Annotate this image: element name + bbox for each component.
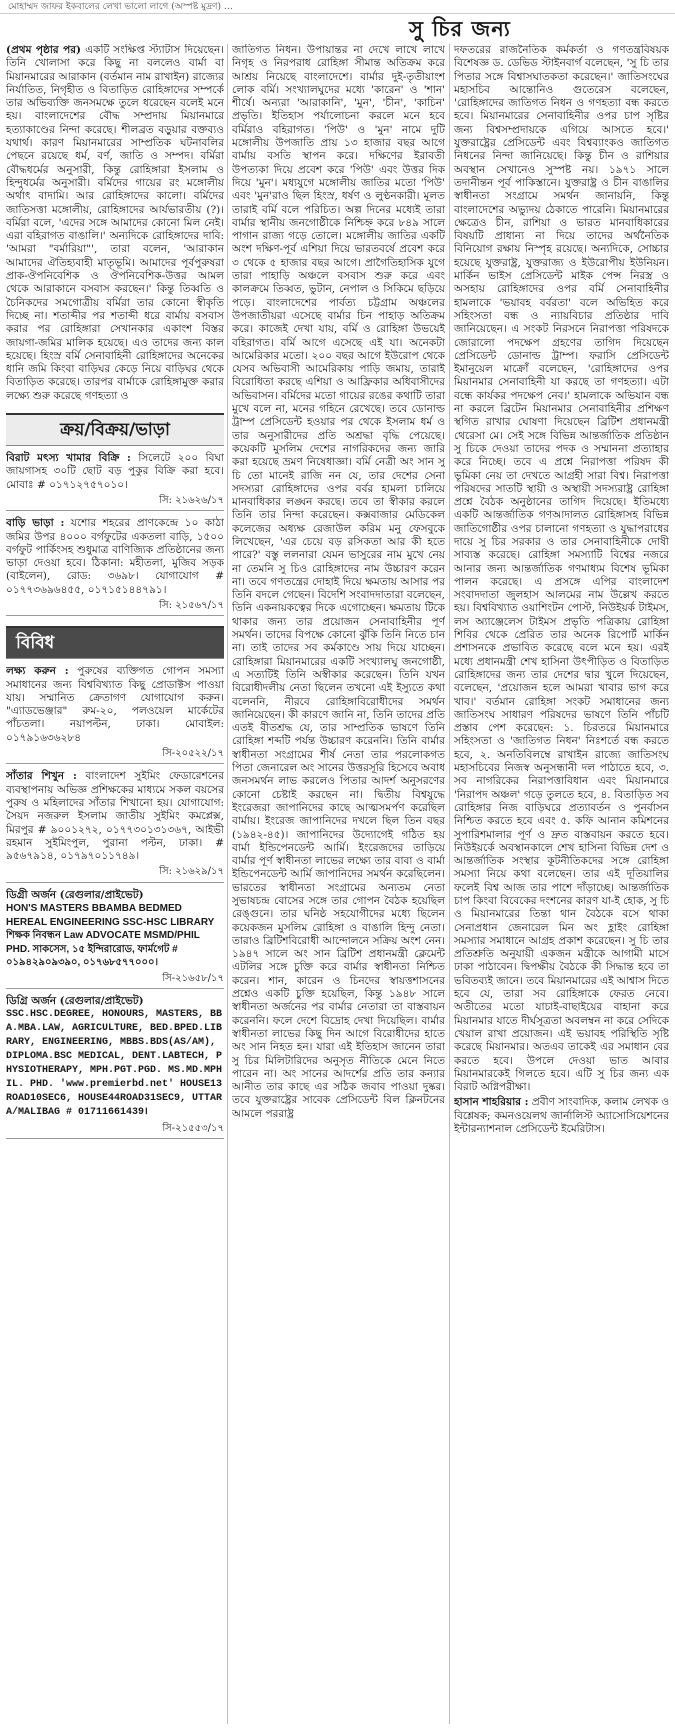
misc-section-header: বিবিধ bbox=[6, 626, 224, 659]
ad-code: সি: ২১৬২৯/১৭ bbox=[159, 866, 224, 878]
continuation-label: (প্রথম পৃষ্ঠার পর) bbox=[6, 44, 81, 56]
column-divider bbox=[227, 44, 228, 1724]
ad-title: লক্ষ্য করুন : bbox=[6, 665, 69, 678]
ad-title: বিরাট মৎস্য খামার বিক্রি : bbox=[6, 452, 131, 465]
ad-body: পুরুষের ব্যক্তিগত গোপন সমস্যা সমাধানের জন্য বিশ্ববিখ্যাত কিছু প্রোডাক্টস পাওয়া যায়। সম্মানিত ক্রেতাগণ যোগাযোগ করুন। "এ্যাডভেঞ্জার" রুম-২০, পলওয়েল মার্কেটের পাঁচতলা। নয়াপল্টন, ঢাকা। মোবাইল: ০১৭৯১৬৩৬২৮৪ bbox=[6, 665, 224, 744]
ad-title: সাঁতার শিখুন : bbox=[6, 770, 77, 783]
ad-body: HON'S MASTERS BBAMBA BEDMED HEREAL ENGINEERING SSC-HSC LIBRARY শিক্ষক নিবন্ধন Law ADVOCATE MSMD/PHIL PHD. সাকসেস, ১৫ ইন্দিরারোড, ফার্মগেট # ০১৯৪২৯০৯৩৯০, ০১৭৬৮৫৭৭০০০। bbox=[6, 903, 215, 969]
ad-code: সি-২১৬৫৮/১৭ bbox=[162, 972, 224, 984]
classified-ad bbox=[6, 517, 224, 616]
article-text: একটি সংক্ষিপ্ত স্ট্যাটাস দিয়েছেন। তিনি খোলাসা করে কিছু না বললেও বার্মা বা মিয়ানমারের আরাকান (বর্তমান নাম রাখাইন) রাজ্যের নির্যাতিত, নিগৃহীত ও বিতাড়িত রোহিঙ্গাদের সম্পর্কে তার অভিব্যক্তি জনসমক্ষে তুলে ধরেছেন বলেই মনে হয়। বাংলাদেশের বৌদ্ধ সম্প্রদায় মিয়ানমারে হত্যাকাণ্ডের নিন্দা করেছে। শীলব্রত বড়ুয়ার বক্তব্যও যথার্থ। কারণ মিয়ানমারের সাম্প্রতিক ঘটনাবলির পেছনে রয়েছে ধর্ম, বর্ণ, জাতি ও সম্পদ। বর্মিরা বৌদ্ধধর্মের অনুসারী, কিন্তু রোহিঙ্গারা ইসলাম ও হিন্দুধর্মের অনুসারী। বর্মিদের গায়ের রং মঙ্গোলীয় অর্থাৎ বাদামি। আর রোহিঙ্গাদের কালো। বর্মিদের জাতিসত্তা মঙ্গোলীয়, রোহিঙ্গাদের আর্যভারতীয় (?)। বর্মিরা বলে, 'এদের সঙ্গে আমাদের কোনো মিল নেই। এরা বহিরাগত বাঙালি।' অন্যদিকে রোহিঙ্গাদের দাবি: 'আমরা "বর্মারিয়া"', তারা বলেন, 'আরাকান আমাদের ঐতিহ্যবাহী মাতৃভূমি। আমাদের পূর্বপুরুষরা প্রাক-ঔপনিবেশিক ও ঔপনিবেশিক-উত্তর আমল থেকে আরাকানে বসবাস করছেন।' কিন্তু তিব্বতি ও চৈনিকদের সমগোত্রীয় বর্মিরা তার কোনো স্বীকৃতি দিচ্ছে না। শতাব্দীর পর শতাব্দী ধরে বার্মায় বসবাস করার পর রোহিঙ্গারা সেখানকার একাংশ বিস্তর জায়গা-জমির মালিক হয়েছে। এও তাদের জন্য কাল হয়েছে। হিংস্র বর্মি সেনাবাহিনী রোহিঙ্গাদের অনেকের ধানি জমি কিংবা বাড়িঘর কেড়ে নিয়ে বাড়িঘর থেকে বিতাড়িত করেছে। তারপর বার্মাকে রোহিঙ্গামুক্ত করার লক্ষ্যে শুরু করেছে গণহত্যা ও bbox=[6, 44, 224, 402]
ad-body: সিলেটে ২০০ বিঘা জায়গাসহ ৩০টি ছোট বড় পুকুর বিক্রি করা হবে। মোবাঃ # ০১৭১২৭৫৭০১০। bbox=[6, 452, 224, 491]
article-text: জাতিগত নিধন। উপায়ান্তর না দেখে লাখে লাখে নিগৃহ ও নিরপরাধ রোহিঙ্গা সীমান্ত অতিক্রম করে আশ্রয় নিয়েছে বাংলাদেশে। বার্মার দুই-তৃতীয়াংশ লোক বর্মি। সংখ্যালঘুদের মধ্যে 'কারেন' ও 'শান' শীর্ষে। অন্যরা 'আরাকানি', 'মুন', 'চীন', 'কাচিন' প্রভৃতি। ইতিহাস পর্যালোচনা করলে মনে হবে বর্মিরাও বহিরাগত। 'পিউ' ও 'মুন' নামে দুটি মঙ্গোলীয় উপজাতি প্রায় ১৩ হাজার বছর আগে বার্মায় বসতি স্থাপন করে। দক্ষিণের ইরাবতী উপত্যকা দিয়ে প্রবেশ করে 'পিউ' এবং উত্তর দিক দিয়ে 'মুন'। মধ্যযুগে মঙ্গোলীয় জাতির মতো 'পিউ' এবং 'মুন'রাও ছিল হিংস্র, ধর্ষণ ও লুণ্ঠনকারী। মূলত তারাই বর্মি বলে পরিচিত। অল্প দিনের মধ্যেই তারা বার্মার স্থানীয় জনগোষ্ঠীকে নিশ্চিহ্ন করে ৮৪৯ সালে পাগান রাজ্য গড়ে তোলে। মঙ্গোলীয় জাতির একটি অংশ দক্ষিণ-পূর্ব এশিয়া দিয়ে ভারতবর্ষে প্রবেশ করে ৩ থেকে ৫ হাজার বছর আগে। প্রাগৈতিহাসিক যুগে তারা পাহাড়ি অঞ্চলে বসবাস শুরু করে এবং কালক্রমে তিব্বত, ভুটান, নেপাল ও সিকিমে ছড়িয়ে পড়ে। বাংলাদেশের পার্বত্য চট্টগ্রাম অঞ্চলের উপজাতীয়রা এসেছে বার্মার চিন পাহাড় অতিক্রম করে। কাজেই দেখা যায়, বর্মি ও রোহিঙ্গা উভয়েই বহিরাগত। বর্মি আগে এসেছে এই যা। অনেকটা আমেরিকার মতো। ২০০ বছর আগে ইউরোপ থেকে যেসব অভিবাসী আমেরিকায় পাড়ি জমায়, তারাই বিরোধিতা করছে এশিয়া ও আফ্রিকার অধিবাসীদের অভিবাসন। বর্মিদের মতো গায়ের রঙের কথাটি তারা মুখে বলে না, মনের গহিনে রেখেছে। তবে ডোনাল্ড ট্রাম্প প্রেসিডেন্ট হওয়ার পর থেকে ইসলাম ধর্ম ও তার অনুসারীদের প্রতি অশ্রদ্ধা বৃদ্ধি পেয়েছে। কয়েকটি মুসলিম দেশের নাগরিকদের জন্য জারি করা হয়েছে ভ্রমণ নিষেধাজ্ঞা। বর্মি নেত্রী অং সান সু চি তো মানেই রাজি নন যে, তার দেশের সেনা সদস্যরা রোহিঙ্গাদের ওপর বর্বর হামলা চালিয়ে মানবাধিকার লঙ্ঘন করছে। তবে তা স্বীকার করলে তিনি তার নিন্দা করেছেন। কক্সবাজার মেডিকেল কলেজের অধ্যক্ষ রেজাউল করিম মনু ফেসবুকে লিখেছেন, 'এর চেয়ে বড় রসিকতা আর কী হতে পারে?' বস্তু ললনারা যেমন ভাসুরের নাম মুখে নেয় না তেমনি সু চিও রোহিঙ্গাদের নাম উচ্চারণ করেন না। তবে গণতন্ত্রের দোহাই দিয়ে ক্ষমতায় আসার পর তিনি বদলে গেছেন। বিদেশি সংবাদদাতারা বলেছেন, তিনি একনায়কত্বের দিকে এগোচ্ছেন। ক্ষমতায় টিকে থাকার জন্য তার প্রয়োজন সেনাবাহিনীর পূর্ণ সমর্থন। তাদের বিপক্ষে কোনো ঝুঁকি তিনি নিতে চান না। তাই তাদের সব কর্মকাণ্ডে সায় দিয়ে যাচ্ছেন। রোহিঙ্গারা মিয়ানমারের একটি সংখ্যালঘু জনগোষ্ঠী, এ সত্যটিই তিনি অস্বীকার করেছেন। তিনি যখন বিরোধীদলীয় নেতা ছিলেন তখনো এই ইস্যুতে কথা বলেননি, নীরবে রোহিঙ্গাবিরোধীদের সমর্থন জানিয়েছেন। কী কারণে জানি না, তিনি তাদের প্রতি এতই বীতশ্রদ্ধ যে, তার সাম্প্রতিক ভাষণে তিনি রোহিঙ্গা শব্দটি পর্যন্ত উচ্চারণ করেননি। তিনি বার্মার স্বাধীনতা সংগ্রামের শীর্ষ নেতা তার পরলোকগত পিতা জেনারেল অং সানের উত্তরসূরি হিসেবে অবাধ জনসমর্থন লাভ করলেও পিতার আদর্শ অনুসরণের কোনো চেষ্টাই করছেন না। দ্বিতীয় বিশ্বযুদ্ধে ইংরেজরা জাপানিদের কাছে আত্মসমর্পণ করেছিল বার্মায়। ইংরেজ জাপানিদের দখলে ছিল তিন বছর (১৯৪২-৪৫)। জাপানিদের উদ্যোগেই গঠিত হয় বার্মা ইন্ডিপেনডেন্ট আর্মি। ইংরেজদের তাড়িয়ে বার্মার পূর্ণ স্বাধীনতা লাভের লক্ষ্যে তার বাবা ও বার্মা ইন্ডিপেনডেন্ট আর্মি জাপানিদের সমর্থন করেছিলেন। ভারতের স্বাধীনতা সংগ্রামের অন্যতম নেতা সুভাষচন্দ্র বোসের সঙ্গে তার গোপন বৈঠক হয়েছিল রেঙ্গুনে। তার ঘনিষ্ঠ সহযোগীদের মধ্যে ছিলেন কয়েকজন মুসলিম রোহিঙ্গা ও বাঙালি হিন্দু নেতা। তারাও ব্রিটিশবিরোধী আন্দোলনে সক্রিয় অংশ নেন। ১৯৪৭ সালে অং সান ব্রিটিশ প্রধানমন্ত্রী ক্লেমেন্ট এটলির সঙ্গে চুক্তি করে বার্মার স্বাধীনতা নিশ্চিত করেন। শান, কারেন ও চিনদের স্বায়ত্তশাসনের প্রশ্নেও একটি চুক্তি হয়েছিল, কিন্তু ১৯৪৮ সালে স্বাধীনতা অর্জনের পর বার্মার নেতারা তা বাস্তবায়ন করেননি। ফলে দেশে বিদ্রোহ দেখা দিয়েছিল। বার্মার স্বাধীনতা লাভের কিছু দিন আগে বিরোধীদের হাতে অং সান নিহত হন। যারা এই ইতিহাস জানেন তারা সু চির মিলিটারিদের অনুসৃত নীতিকে মেনে নিতে পারেন না। অং সানের আদর্শের প্রতি তার কন্যার আনীত তার কাছে এর সঠিক জবাব পাওয়া দুষ্কর। তবে যুক্তরাষ্ট্রের সাবেক প্রেসিডেন্ট বিল ক্লিনটনের আমলে পররাষ্ট্র bbox=[232, 44, 445, 1120]
article-text: দফতরের রাজনৈতিক কর্মকর্তা ও গণতন্ত্রবিষয়ক বিশেষজ্ঞ ড. ডেভিড স্টাইনবার্গ বলেছেন, 'সু চি তার পিতার সঙ্গে বিশ্বাসঘাতকতা করেছেন।' জাতিসংঘের মহাসচিব আন্তোনিও গুতেরেস বলেছেন, 'রোহিঙ্গাদের জাতিগত নিধন ও গণহত্যা বন্ধ করতে হবে। মিয়ানমারের সেনাবাহিনীর ওপর চাপ সৃষ্টির জন্য বিশ্বসম্প্রদায়কে এগিয়ে আসতে হবে।' যুক্তরাষ্ট্রের প্রেসিডেন্ট এবং বিশ্বব্যাংকও জাতিগত নিধনের নিন্দা জানিয়েছে। কিন্তু চীন ও রাশিয়ার অবস্থান সেখানেও সুস্পষ্ট নয়। ১৯৭১ সালে তদানীন্তন পূর্ব পাকিস্তানে। যুক্তরাষ্ট্র ও চীন বাঙালির স্বাধীনতা সংগ্রামে সমর্থন জানায়নি, কিন্তু বাংলাদেশের অভ্যুদয় ঠেকাতে পারেনি। মিয়ানমারের ক্ষেত্রেও চীন, রাশিয়া ও ভারত মানবাধিকারের বিষয়টি প্রাধান্য না দিয়ে তাদের অর্থনৈতিক বিনিয়োগ রক্ষায় নিস্পৃহ রয়েছে। অন্যদিকে, সোচ্চার হয়েছে যুক্তরাষ্ট্র, যুক্তরাজ্য ও ইউরোপীয় ইউনিয়ন। মার্কিন ভাইস প্রেসিডেন্ট মাইক পেন্স নিরস্ত্র ও অসহায় রোহিঙ্গাদের ওপর বর্মি সেনাবাহিনীর হামলাকে 'ভয়াবহ বর্বরতা' বলে অভিহিত করে সহিংসতা বন্ধ ও ন্যায়বিচার প্রতিষ্ঠার দাবি জানিয়েছেন। এ সংকট নিরসনে নিরাপত্তা পরিষদকে জোরালো পদক্ষেপ গ্রহণের তাগিদ দিয়েছেন প্রেসিডেন্ট ডোনাল্ড ট্রাম্প। ফরাসি প্রেসিডেন্ট ইমানুয়েল মাক্রোঁ বলেছেন, 'রোহিঙ্গাদের ওপর মিয়ানমার সেনাবাহিনী যা করছে তা গণহত্যা। এটা বন্ধে কার্যকর পদক্ষেপ নেব।' হামলাকে অভিযান বন্ধ না করলে ব্রিটেন মিয়ানমার সেনাবাহিনীর প্রশিক্ষণ স্থগিত রাখার ঘোষণা দিয়েছেন ব্রিটিশ প্রধানমন্ত্রী থেরেসা মে। সেই সঙ্গে বিভিন্ন আন্তর্জাতিক প্রতিষ্ঠান সু চিকে দেওয়া তাদের পদক ও সম্মাননা প্রত্যাহার করে নিচ্ছে। তবে এ প্রশ্নে নিরাপত্তা পরিষদ কী ভূমিকা নেয় তা দেখতে আগ্রহী সারা বিশ্ব। নিরাপত্তা পরিষদের সাতটি স্থায়ী ও অস্থায়ী সদস্যরাষ্ট্র রোহিঙ্গা প্রশ্নে বৈঠক অনুষ্ঠানের তাগিদ দিয়েছে। ইতিমধ্যে একটি আন্তর্জাতিক গণআদালত রোহিঙ্গাসহ বিভিন্ন জাতিগোষ্ঠীর ওপর চালানো গণহত্যা ও যুদ্ধাপরাধের দায়ে সু চির সরকার ও তার সেনাবাহিনীকে দোষী সাব্যস্ত করেছে। রোহিঙ্গা সমস্যাটি বিশ্বের নজরে আনার জন্য আন্তর্জাতিক গণমাধ্যম বিশেষ ভূমিকা পালন করেছে। এ প্রসঙ্গে এপির বাংলাদেশ সংবাদদাতা জুলহাস আলমের নাম উল্লেখ করতে হয়। বিশ্ববিখ্যাত ওয়াশিংটন পোস্ট, নিউইয়র্ক টাইমস, লস অ্যাঞ্জেলেস টাইমস প্রভৃতি পত্রিকায় রোহিঙ্গা শিবির থেকে প্রেরিত তার অনেক রিপোর্ট মার্কিন প্রশাসনকে প্রভাবিত করেছে বলে মনে হয়। এরই মধ্যে প্রধানমন্ত্রী শেখ হাসিনা উৎপীড়িত ও বিতাড়িত রোহিঙ্গাদের জন্য তার দেশের দ্বার খুলে দিয়েছেন, বলেছেন, 'প্রয়োজন হলে আমরা খাবার ভাগ করে খাব।' বর্তমান রোহিঙ্গা সংকট সমাধানের জন্য জাতিসংঘ সাধারণ পরিষদের ভাষণে তিনি পাঁচটি প্রস্তাব পেশ করেছেন: ১. চিরতরে মিয়ানমারে সহিংসতা ও 'জাতিগত নিধন' নিঃশর্তে বন্ধ করতে হবে, ২. অনতিবিলম্বে রাখাইন রাজ্যে জাতিসংঘ মহাসচিবের নিজস্ব অনুসন্ধানী দল পাঠাতে হবে, ৩. সব নাগরিকের নিরাপত্তাবিধান এবং মিয়ানমারে 'নিরাপদ অঞ্চল' গড়ে তুলতে হবে, ৪. বিতাড়িত সব রোহিঙ্গার নিজ বাড়িঘরে প্রত্যাবর্তন ও পুনর্বাসন নিশ্চিত করতে হবে এবং ৫. কফি আনান কমিশনের সুপারিশমালার পূর্ণ ও দ্রুত বাস্তবায়ন করতে হবে। নিউইয়র্কে অবস্থানকালে শেখ হাসিনা বিভিন্ন দেশ ও আন্তর্জাতিক সংস্থার কূটনীতিকদের সঙ্গে রোহিঙ্গা সমস্যা নিয়ে কথা বলেছেন। তার এই দূতিয়ালির ফলেই বিশ্ব আজ তার পাশে দাঁড়াচ্ছে। আন্তর্জাতিক চাপ কিংবা বিবেকের দংশনের কারণ যা-ই হোক, সু চি ও মিয়ানমারের তিন্তা থান বৈঠকে বসে থাকা সেনাপ্রধান জেনারেল মিন অং হ্লাইং রোহিঙ্গা সমস্যার সমাধানে আগ্রহ প্রকাশ করেছেন। সু চি তার প্রতিশ্রুতি অনুযায়ী একজন মন্ত্রীকে আগামী মাসে ঢাকা পাঠাবেন। দ্বিপক্ষীয় বৈঠকে কী সিদ্ধান্ত হবে তা ভবিতব্যই জানে। তবে মিয়ানমারের এই আশ্বাস দিতে হবে যে, তারা সব রোহিঙ্গাকে ফেরত নেবে। অতীতের মতো যাচাই-বাছাইয়ের বাহানা করে মিয়ানমার যাতে দীর্ঘসূত্রতা অবলম্বন না করে সেদিকে খেয়াল রাখা প্রয়োজন। এই ভয়াবহ পরিস্থিতি সৃষ্টি করেছে মিয়ানমার। অতএব তাকেই এর সমাধান বের করতে হবে। উপলে দেওয়া ভাত আবার মিয়ানমারকেই গিলতে হবে। এটি সু চির জন্য এক বিরাট অগ্নিপরীক্ষা। bbox=[454, 44, 669, 1094]
top-strip-text: মোহাম্মদ জাফর ইকবালের লেখা ভালো লাগে (অস্পষ্ট মুদ্রণ) … bbox=[0, 0, 675, 14]
column-1 bbox=[6, 44, 224, 1724]
classified-section-header: ক্রয়/বিক্রয়/ভাড়া bbox=[6, 413, 224, 446]
author-credit bbox=[454, 1096, 669, 1136]
ad-body: বাংলাদেশ সুইমিং ফেডারেশনের ব্যবস্থাপনায় অভিজ্ঞ প্রশিক্ষকের মাধ্যমে সকল বয়সের পুরুষ ও মহিলাদের সাঁতার শিখানো হয়। যোগাযোগ: সৈয়দ নজরুল ইসলাম জাতীয় সুইমিং কমপ্লেক্স, মিরপুর # ৯০০১২৭২, ০১৭৭৩০১৩১৩৬৭, আইভী রহমান সুইমিংপুল, পুরানা পল্টন, ঢাকা। # ৯৫৬৭৯১৪, ০১৭৯৭০১১৭৪৯। bbox=[6, 770, 224, 863]
ad-body: SSC.HSC.DEGREE, HONOURS, MASTERS, BBA.MBA.LAW, AGRICULTURE, BED.BPED.LIBRARY, ENGINEERING, MBBS.BDS(AS/AM), DIPLOMA.BSC MEDICAL, DENT.LABTECH, PHYSIOTHERAPY, MPH.PGT.PGD. MS.MD.MPHIL. PHD. 'www.premierbd.net' HOUSE13ROAD10SEC6, HOUSE44ROAD31SEC9, UTTARA/MALIBAG # 01711661439। bbox=[6, 1009, 223, 1119]
column-divider bbox=[449, 44, 450, 1724]
classified-ad bbox=[6, 665, 224, 764]
ad-title: ডিগ্রি অর্জন (রেগুলার/প্রাইভেট) bbox=[6, 994, 144, 1007]
author-name: হাসান শাহরিয়ার : bbox=[454, 1096, 529, 1109]
ad-body: যশোর শহরের প্রাণকেন্দ্রে ১০ কাঠা জমির উপর ৪০০০ বর্গফুটের একতলা বাড়ি, ১৫০০ বর্গফুট পার্কিংসহ শুধুমাত্র বাণিজ্যিক প্রতিষ্ঠানের জন্য ভাড়া দেওয়া হবে। ঠিকানা: মহীতলা, মুজিব সড়ক (বাইলেন), রোড: ৩৬৯৮। যোগাযোগ # ০১৭৭৩৬৯৬৪৫৫, ০১৭১৫১৪৪৭৯১। bbox=[6, 517, 224, 596]
ad-code: সি: ২১৬২৬/১৭ bbox=[159, 494, 224, 506]
author-bio: প্রবীণ সাংবাদিক, কলাম লেখক ও বিশ্লেষক; কমনওয়েলথ জার্নালিস্ট অ্যাসোসিয়েশনের ইন্টারন্যাশনাল প্রেসিডেন্ট ইমেরিটাস। bbox=[454, 1096, 669, 1136]
ad-code: সি-২০৫২২/১৭ bbox=[162, 748, 224, 760]
ad-code: সি: ২১৫৬৭/১৭ bbox=[159, 599, 224, 611]
classified-ad bbox=[6, 452, 224, 511]
article-headline: সু চির জন্য bbox=[409, 16, 511, 41]
ad-title: ডিগ্রী অর্জন (রেগুলার/প্রাইভেট) bbox=[6, 888, 144, 901]
ad-code: সি-২১৫৫৩/১৭ bbox=[162, 1123, 224, 1135]
classified-ad bbox=[6, 995, 224, 1140]
article-continuation bbox=[6, 44, 224, 403]
classified-ad bbox=[6, 770, 224, 882]
column-2 bbox=[232, 44, 445, 1724]
classified-ad bbox=[6, 889, 224, 989]
ad-title: বাড়ি ভাড়া : bbox=[6, 517, 65, 530]
column-3 bbox=[454, 44, 669, 1724]
